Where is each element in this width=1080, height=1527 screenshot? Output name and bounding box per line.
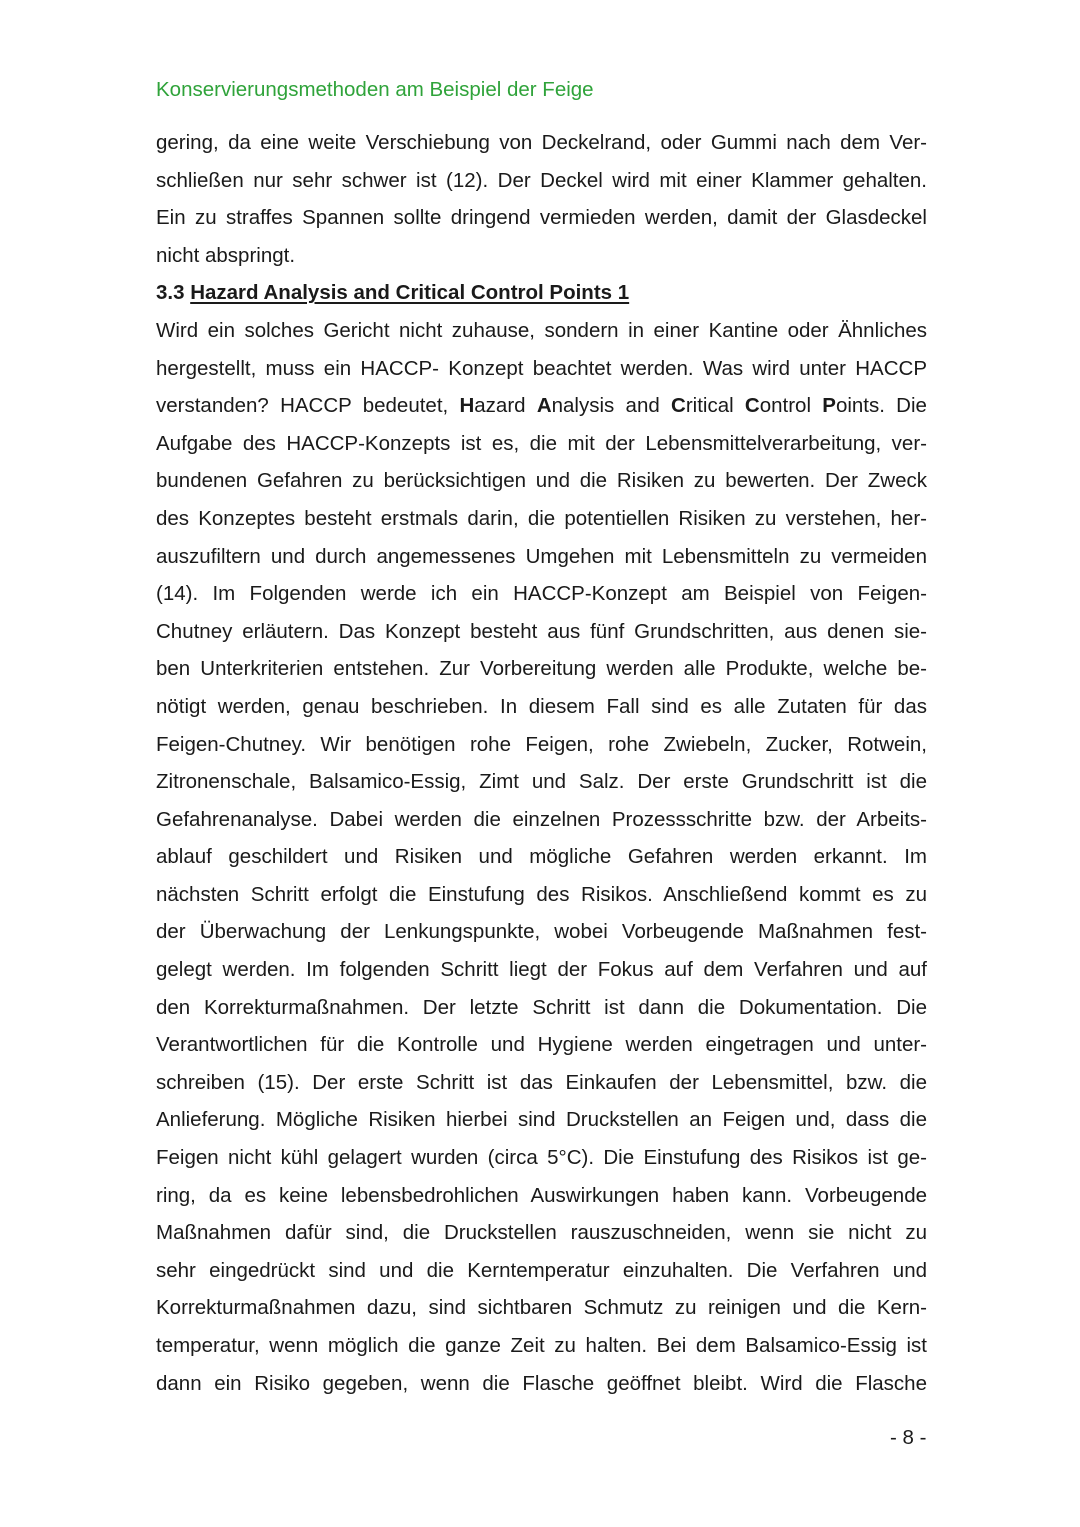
text-line: verstanden? HACCP bedeutet, Hazard Analysis and Critical Control Points. Die [156, 394, 927, 418]
text-line: sehr eingedrückt sind und die Kerntemperatur einzuhalten. Die Verfahren und [156, 1258, 927, 1282]
body-text [156, 124, 927, 1402]
text-line: Feigen nicht kühl gelagert wurden (circa 5°C). Die Einstufung des Risikos ist ge- [156, 1146, 927, 1170]
text-line: nächsten Schritt erfolgt die Einstufung des Risikos. Anschließend kommt es zu [156, 882, 927, 906]
section-heading [156, 274, 927, 312]
text-line: der Überwachung der Lenkungspunkte, wobei Vorbeugende Maßnahmen fest- [156, 920, 927, 944]
text-line: Korrekturmaßnahmen dazu, sind sichtbaren Schmutz zu reinigen und die Kern- [156, 1296, 927, 1320]
text-line: den Korrekturmaßnahmen. Der letzte Schritt ist dann die Dokumentation. Die [156, 995, 927, 1019]
text-line: schreiben (15). Der erste Schritt ist das Einkaufen der Lebensmittel, bzw. die [156, 1070, 927, 1094]
text-line: ring, da es keine lebensbedrohlichen Auswirkungen haben kann. Vorbeugende [156, 1183, 927, 1207]
text-line: Feigen-Chutney. Wir benötigen rohe Feigen, rohe Zwiebeln, Zucker, Rotwein, [156, 732, 927, 756]
text-line: gering, da eine weite Verschiebung von Deckelrand, oder Gummi nach dem Ver- [156, 131, 927, 154]
text-line: ablauf geschildert und Risiken und mögliche Gefahren werden erkannt. Im [156, 845, 927, 869]
text-line: Gefahrenanalyse. Dabei werden die einzelnen Prozessschritte bzw. der Arbeits- [156, 807, 927, 831]
paragraph-continued [156, 124, 927, 274]
text-line: nötigt werden, genau beschrieben. In diesem Fall sind es alle Zutaten für das [156, 694, 927, 718]
text-line: nicht abspringt. [156, 243, 296, 267]
section-title: Hazard Analysis and Critical Control Points 1 [190, 281, 630, 305]
running-header: Konservierungsmethoden am Beispiel der Feige [156, 78, 594, 101]
text-line: Zitronenschale, Balsamico-Essig, Zimt und Salz. Der erste Grundschritt ist die [156, 770, 927, 794]
text-line: hergestellt, muss ein HACCP- Konzept beachtet werden. Was wird unter HACCP [156, 356, 927, 380]
text-line: temperatur, wenn möglich die ganze Zeit zu halten. Bei dem Balsamico-Essig ist [156, 1334, 927, 1357]
text-line: Anlieferung. Mögliche Risiken hierbei sind Druckstellen an Feigen und, dass die [156, 1108, 927, 1132]
paragraph-haccp [156, 312, 927, 1402]
text-line: des Konzeptes besteht erstmals darin, die potentiellen Risiken zu verstehen, her- [156, 506, 927, 530]
section-number: 3.3 [156, 281, 185, 305]
text-line: Aufgabe des HACCP-Konzepts ist es, die mit der Lebensmittelverarbeitung, ver- [156, 431, 927, 455]
text-line: Maßnahmen dafür sind, die Druckstellen rauszuschneiden, wenn sie nicht zu [156, 1221, 927, 1245]
text-line: Chutney erläutern. Das Konzept besteht aus fünf Grundschritten, aus denen sie- [156, 619, 927, 643]
text-line: Verantwortlichen für die Kontrolle und Hygiene werden eingetragen und unter- [156, 1033, 927, 1057]
text-line: dann ein Risiko gegeben, wenn die Flasche geöffnet bleibt. Wird die Flasche [156, 1371, 927, 1395]
page-number: - 8 - [890, 1426, 927, 1449]
text-line: Wird ein solches Gericht nicht zuhause, sondern in einer Kantine oder Ähnliches [156, 318, 927, 342]
text-line: Ein zu straffes Spannen sollte dringend vermieden werden, damit der Glasdeckel [156, 206, 927, 230]
text-line: schließen nur sehr schwer ist (12). Der Deckel wird mit einer Klammer gehalten. [156, 168, 927, 192]
text-line: gelegt werden. Im folgenden Schritt liegt der Fokus auf dem Verfahren und auf [156, 958, 927, 982]
text-line: (14). Im Folgenden werde ich ein HACCP-Konzept am Beispiel von Feigen- [156, 582, 927, 606]
text-line: auszufiltern und durch angemessenes Umgehen mit Lebensmitteln zu vermeiden [156, 544, 927, 568]
text-line: bundenen Gefahren zu berücksichtigen und die Risiken zu bewerten. Der Zweck [156, 469, 927, 493]
text-line: ben Unterkriterien entstehen. Zur Vorbereitung werden alle Produkte, welche be- [156, 657, 927, 681]
